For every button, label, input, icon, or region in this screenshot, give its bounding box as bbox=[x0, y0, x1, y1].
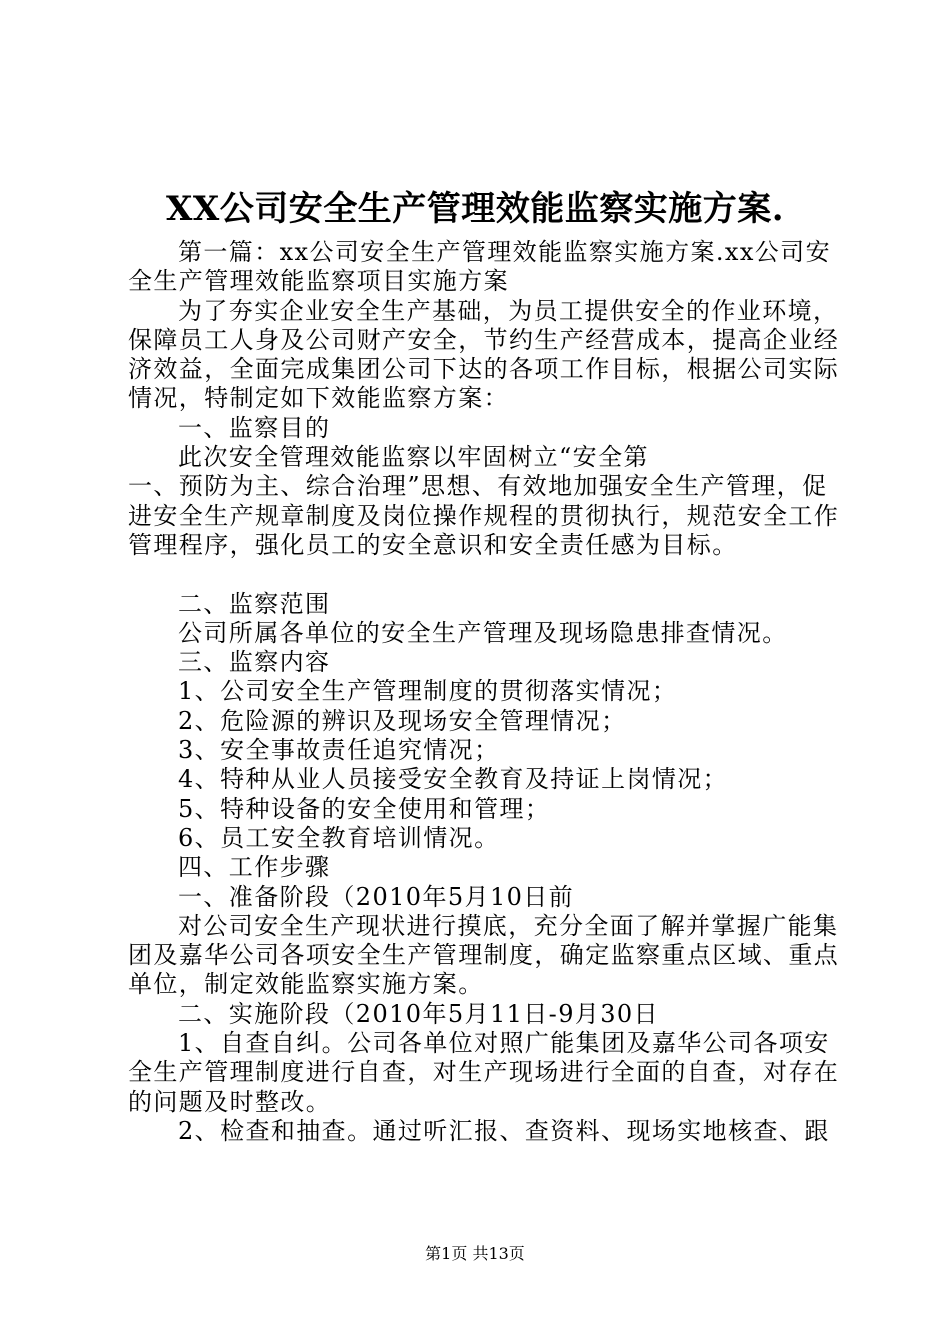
list-item: 1、公司安全生产管理制度的贯彻落实情况； bbox=[178, 677, 678, 706]
paragraph-intro-heading: 第一篇：xx公司安全生产管理效能监察实施方案.xx公司安全生产管理效能监察项目实施方案 bbox=[128, 238, 831, 296]
document-body bbox=[128, 238, 850, 1146]
list-item: 3、安全事故责任追究情况； bbox=[178, 736, 500, 765]
list-item: 4、特种从业人员接受安全教育及持证上岗情况； bbox=[178, 765, 729, 794]
subsection-heading-implementation: 二、实施阶段（2010年5月11日-9月30日 bbox=[178, 999, 660, 1028]
paragraph-objective-2: 一、预防为主、综合治理”思想、有效地加强安全生产管理，促进安全生产规章制度及岗位操作规程的贯彻执行，规范安全工作管理程序，强化员工的安全意识和安全责任感为目标。 bbox=[128, 472, 840, 559]
list-item: 6、员工安全教育培训情况。 bbox=[178, 823, 500, 852]
paragraph-inspection: 2、检查和抽查。通过听汇报、查资料、现场实地核查、跟 bbox=[178, 1116, 830, 1145]
blank-line bbox=[128, 560, 850, 589]
subsection-heading-preparation: 一、准备阶段（2010年5月10日前 bbox=[178, 882, 575, 911]
paragraph-self-check: 1、自查自纠。公司各单位对照广能集团及嘉华公司各项安全生产管理制度进行自查，对生产现场进行全面的自查，对存在的问题及时整改。 bbox=[128, 1029, 840, 1116]
paragraph-preparation: 对公司安全生产现状进行摸底，充分全面了解并掌握广能集团及嘉华公司各项安全生产管理制度，确定监察重点区域、重点单位，制定效能监察实施方案。 bbox=[128, 911, 840, 999]
paragraph-purpose-statement: 为了夯实企业安全生产基础，为员工提供安全的作业环境，保障员工人身及公司财产安全，节约生产经营成本，提高企业经济效益，全面完成集团公司下达的各项工作目标，根据公司实际情况，特制定如下效能监察方案： bbox=[128, 296, 840, 413]
section-heading-scope: 二、监察范围 bbox=[178, 589, 331, 618]
paragraph-scope: 公司所属各单位的安全生产管理及现场隐患排查情况。 bbox=[178, 618, 788, 647]
paragraph-objective-1: 此次安全管理效能监察以牢固树立“安全第 bbox=[178, 443, 649, 472]
page-footer: 第1页 共13页 bbox=[425, 1244, 525, 1263]
section-heading-objective: 一、监察目的 bbox=[178, 413, 331, 442]
document-title: XX公司安全生产管理效能监察实施方案. bbox=[165, 189, 785, 229]
list-item: 5、特种设备的安全使用和管理； bbox=[178, 794, 551, 823]
list-item: 2、危险源的辨识及现场安全管理情况； bbox=[178, 706, 627, 735]
section-heading-steps: 四、工作步骤 bbox=[178, 853, 331, 882]
section-heading-content: 三、监察内容 bbox=[178, 648, 331, 677]
